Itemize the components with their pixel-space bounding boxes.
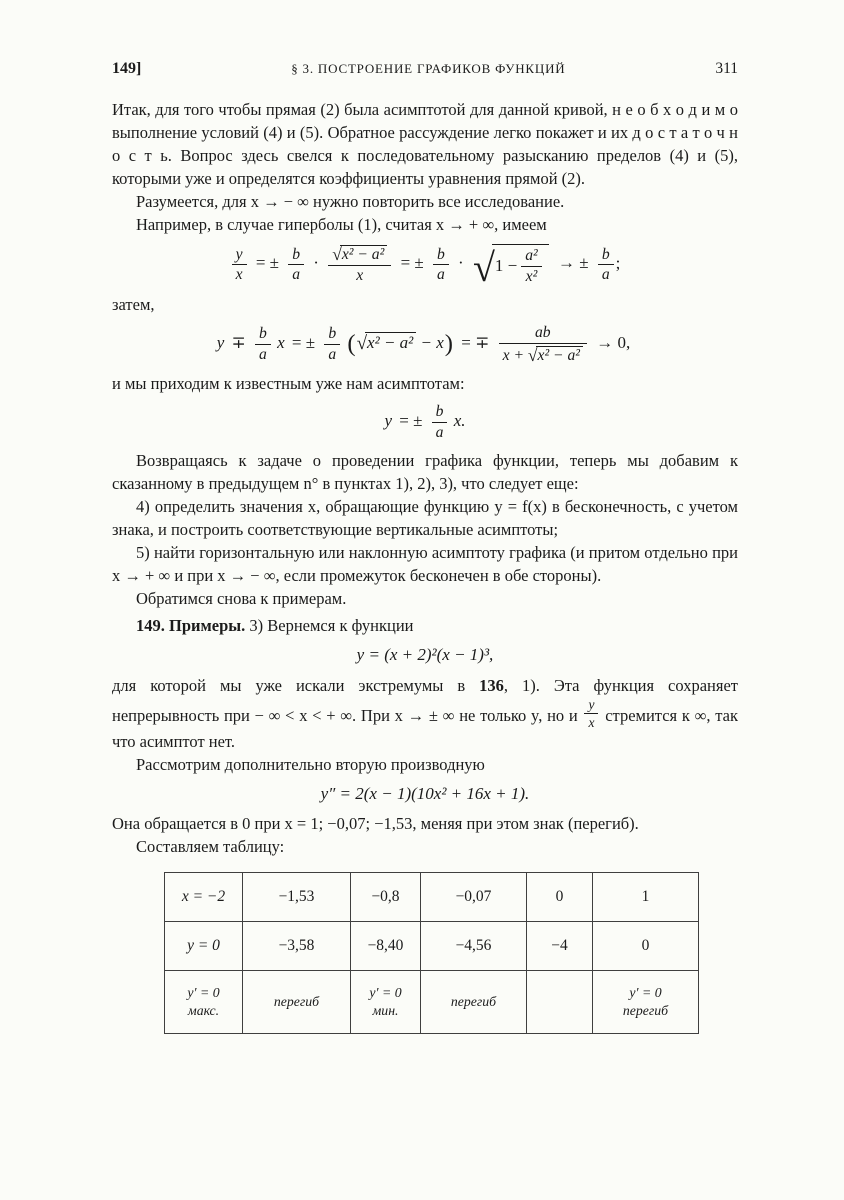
running-title: § 3. ПОСТРОЕНИЕ ГРАФИКОВ ФУНКЦИЙ — [291, 61, 566, 76]
operator: · — [313, 253, 319, 273]
paragraph-vozvrashchayas: Возвращаясь к задаче о проведении графика функции, теперь мы добавим к сказанному в предыдущем n° в пунктах 1), 2), 3), что следует еще: — [112, 451, 738, 494]
fraction-b-a: $\frac{b}{a}$ — [288, 246, 304, 284]
table-cell: 0 — [527, 873, 593, 922]
section-title: 149. Примеры. — [136, 616, 246, 636]
paren-close: ) — [444, 330, 454, 357]
table-cell: y = 0 — [165, 922, 243, 971]
table-cell: x = −2 — [165, 873, 243, 922]
table-row-notes — [165, 971, 699, 1034]
paragraph-item-5: 5) найти горизонтальную или наклонную асимптоту графика (и притом отдельно при x → + ∞ и при x → − ∞, если промежуток бесконечен в обе стороны). — [112, 543, 738, 586]
paragraph-function-props: для которой мы уже искали экстремумы в 136, 1). Эта функция сохраняет непрерывность при − ∞ < x < + ∞. При x → ± ∞ не только y, но и $\frac{y}{x}$ стремится к ∞, так что асимптот нет. — [112, 675, 738, 751]
sign-table — [164, 872, 699, 1034]
formula-function: y = (x + 2)²(x − 1)³, — [356, 645, 494, 665]
paren-open: ( — [347, 330, 356, 357]
paragraph-naprimer: Например, в случае гиперболы (1), считая x → + ∞, имеем — [136, 215, 547, 234]
paragraph-razumeetsya: Разумеется, для x → − ∞ нужно повторить все исследование. — [136, 192, 565, 211]
table-cell: y′ = 0 перегиб — [593, 971, 699, 1034]
table-row-x — [165, 873, 699, 922]
fraction-b-a: $\frac{b}{a}$ — [598, 246, 614, 284]
table-cell: перегиб — [243, 971, 351, 1034]
operator: = ± — [291, 333, 316, 352]
operator: = ± — [400, 253, 424, 273]
term: − x — [420, 333, 444, 352]
fraction-b-a: $\frac{b}{a}$ — [324, 325, 340, 363]
variable: y — [384, 411, 392, 431]
table-cell: −1,53 — [243, 873, 351, 922]
table-cell: −8,40 — [351, 922, 421, 971]
table-cell: −0,07 — [421, 873, 527, 922]
table-cell: −3,58 — [243, 922, 351, 971]
variable: x. — [453, 411, 466, 431]
fraction-b-a: $\frac{b}{a}$ — [432, 403, 448, 441]
table-cell: −4 — [527, 922, 593, 971]
fraction-a2-x2: $\frac{\text{a²}}{\text{x²}}$ — [521, 247, 542, 285]
table-cell: −4,56 — [421, 922, 527, 971]
page-header — [112, 60, 738, 78]
radical: √x² − a² — [332, 244, 387, 264]
variable: x — [277, 333, 285, 352]
operator: = ± — [255, 253, 279, 273]
table-cell: перегиб — [421, 971, 527, 1034]
paragraph-examples-heading: 149. Примеры. 3) Вернемся к функции — [136, 616, 414, 636]
paragraph-asymptotes: и мы приходим к известным уже нам асимптотам: — [112, 374, 465, 394]
section-number: 149] — [112, 60, 142, 77]
formula-second-derivative: y″ = 2(x − 1)(10x² + 16x + 1). — [320, 783, 530, 803]
fraction-y-x: $\frac{y}{x}$ — [232, 246, 247, 284]
operator: = ∓ — [461, 333, 490, 352]
formula-asymptote-result — [112, 403, 738, 441]
paragraph-rassmotrim: Рассмотрим дополнительно вторую производную — [136, 754, 485, 774]
fraction-ab: $\frac{ab}{\text{x + √x² − a²}}$ — [499, 324, 587, 364]
table-cell: y′ = 0 мин. — [351, 971, 421, 1034]
table-cell: 1 — [593, 873, 699, 922]
paragraph-table-intro: Составляем таблицу: — [136, 837, 285, 857]
radical: √x² − a² — [528, 345, 583, 365]
bold-reference: 136 — [479, 675, 504, 695]
radical: √x² − a² — [357, 332, 417, 355]
table-cell: −0,8 — [351, 873, 421, 922]
operator: · — [458, 253, 464, 273]
formula-hyperbola-slope — [112, 244, 738, 290]
paragraph-item-4: 4) определить значения x, обращающие функцию y = f(x) в бесконечность, с учетом знака, и построить соответствующие вертикальные асимптоты; — [112, 497, 738, 540]
table-cell: y′ = 0 макс. — [165, 971, 243, 1034]
paragraph-zeros: Она обращается в 0 при x = 1; −0,07; −1,53, меняя при этом знак (перегиб). — [112, 814, 639, 834]
fraction-sqrt-x: $\frac{\text{√x² − a²}}{x}$ — [328, 244, 391, 284]
variable: y — [216, 333, 225, 352]
paragraph-obratimsya: Обратимся снова к примерам. — [136, 589, 347, 609]
page-number: 311 — [715, 60, 738, 77]
formula-asymptote-limit — [112, 324, 738, 364]
operator: → ± — [557, 253, 589, 273]
punctuation: ; — [615, 253, 621, 273]
table-cell — [527, 971, 593, 1034]
table-cell: 0 — [593, 922, 699, 971]
fraction-b-a: $\frac{b}{a}$ — [255, 325, 271, 363]
fraction-b-a: $\frac{b}{a}$ — [433, 246, 449, 284]
operator: = ± — [399, 411, 423, 431]
fraction-y-x: $\frac{y}{x}$ — [584, 697, 598, 730]
radical-big: √ 1 − $\frac{\text{a²}}{\text{x²}}$ — [473, 244, 549, 285]
paragraph-zatem: затем, — [112, 295, 155, 315]
paragraph-intro: Итак, для того чтобы прямая (2) была асимптотой для данной кривой, н е о б х о д и м о выполнение условий (4) и (5). Обратное рассуждение легко покажет и их д о с т а т о ч н о с т ь. Вопрос здесь свелся к последовательному разысканию пределов (4) и (5), которыми уже и определятся коэффициенты уравнения прямой (2). — [112, 100, 738, 188]
operator: ∓ — [231, 333, 246, 352]
operator: → 0, — [596, 333, 631, 352]
table-row-y — [165, 922, 699, 971]
